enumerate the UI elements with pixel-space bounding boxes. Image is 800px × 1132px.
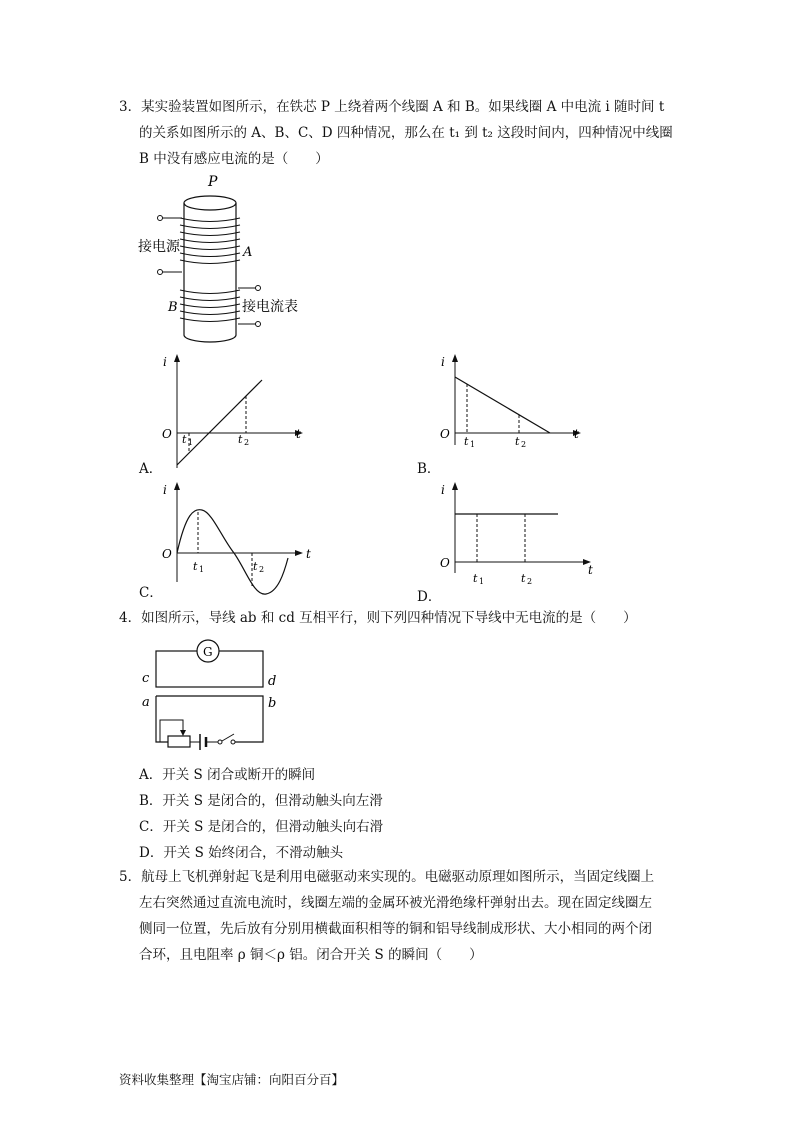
svg-text:2: 2 (259, 565, 265, 574)
q5-number: 5． (119, 869, 142, 885)
svg-text:t: t (574, 427, 579, 441)
svg-text:2: 2 (521, 440, 527, 449)
circuit-figure (138, 634, 288, 754)
q5-text (119, 864, 679, 968)
svg-text:i: i (441, 483, 445, 497)
label-A: A (243, 245, 253, 260)
switch-icon (218, 740, 222, 744)
graph-B (428, 350, 598, 480)
graph-D (428, 478, 608, 598)
svg-text:G: G (203, 645, 213, 659)
svg-text:t: t (182, 433, 187, 446)
svg-text:i: i (441, 355, 445, 369)
svg-text:t: t (306, 547, 311, 561)
q3-text (119, 94, 679, 172)
option-B-label: B． (417, 461, 441, 477)
coil-A (180, 218, 240, 264)
q4-option-D: D．开关 S 始终闭合，不滑动触头 (139, 845, 344, 861)
q3-line2: 的关系如图所示的 A、B、C、D 四种情况，那么在 t₁ 到 t₂ 这段时间内，四种情况中线圈 (139, 125, 673, 141)
q5-line3: 侧同一位置，先后放有分别用横截面积相等的铜和铝导线制成形状、大小相同的两个闭 (139, 921, 652, 937)
svg-text:i: i (163, 483, 167, 497)
q4-option-C: C．开关 S 是闭合的，但滑动触头向右滑 (139, 819, 384, 835)
label-meter: 接电流表 (242, 299, 298, 315)
q3-line1: 某实验装置如图所示，在铁芯 P 上绕着两个线圈 A 和 B。如果线圈 A 中电流 i 随时间 t (141, 99, 665, 115)
svg-text:O: O (440, 427, 450, 441)
svg-text:t: t (296, 427, 301, 441)
option-D-label: D． (417, 589, 442, 605)
q5-line1: 航母上飞机弹射起飞是利用电磁驱动来实现的。电磁驱动原理如图所示，当固定线圈上 (141, 869, 655, 885)
label-power: 接电源 (138, 239, 180, 255)
svg-text:2: 2 (244, 438, 250, 447)
svg-text:t: t (473, 572, 478, 585)
svg-text:t: t (193, 560, 198, 573)
svg-text:i: i (163, 355, 167, 369)
svg-text:a: a (142, 695, 150, 710)
svg-text:1: 1 (479, 577, 485, 586)
rheostat-icon (168, 736, 190, 747)
iron-core-figure (130, 170, 320, 350)
page-footer: 资料收集整理【淘宝店铺：向阳百分百】 (119, 1072, 345, 1087)
svg-text:1: 1 (199, 565, 205, 574)
svg-text:t: t (588, 563, 593, 577)
svg-text:t: t (464, 435, 469, 448)
svg-text:O: O (162, 547, 172, 561)
svg-text:O: O (440, 556, 450, 570)
option-C-label: C． (139, 585, 163, 601)
q4-line1: 如图所示，导线 ab 和 cd 互相平行，则下列四种情况下导线中无电流的是（ ） (141, 610, 637, 626)
graph-A (150, 350, 320, 480)
svg-text:t: t (253, 560, 258, 573)
svg-text:c: c (142, 671, 150, 686)
q4-option-B: B．开关 S 是闭合的，但滑动触头向左滑 (139, 793, 383, 809)
q4-number: 4． (119, 610, 142, 626)
svg-text:2: 2 (527, 577, 533, 586)
q3-number: 3． (119, 99, 142, 115)
q5-line2: 左右突然通过直流电流时，线圈左端的金属环被光滑绝缘杆弹射出去。现在固定线圈左 (139, 895, 652, 911)
svg-text:t: t (521, 572, 526, 585)
svg-text:d: d (268, 674, 277, 689)
svg-text:t: t (238, 433, 243, 446)
svg-text:O: O (162, 427, 172, 441)
coil-B (180, 290, 240, 322)
svg-text:1: 1 (188, 438, 194, 447)
option-A-label: A． (139, 461, 163, 477)
svg-text:b: b (268, 696, 277, 711)
svg-text:1: 1 (470, 440, 476, 449)
svg-text:t: t (515, 435, 520, 448)
q5-line4: 合环，且电阻率 ρ 铜＜ρ 铝。闭合开关 S 的瞬间（ ） (139, 947, 483, 963)
q4-text (119, 605, 679, 631)
q4-option-A: A．开关 S 闭合或断开的瞬间 (139, 767, 316, 783)
q3-line3: B 中没有感应电流的是（ ） (139, 151, 329, 167)
label-P: P (208, 174, 218, 190)
label-B: B (168, 300, 178, 315)
graph-C (150, 478, 320, 598)
